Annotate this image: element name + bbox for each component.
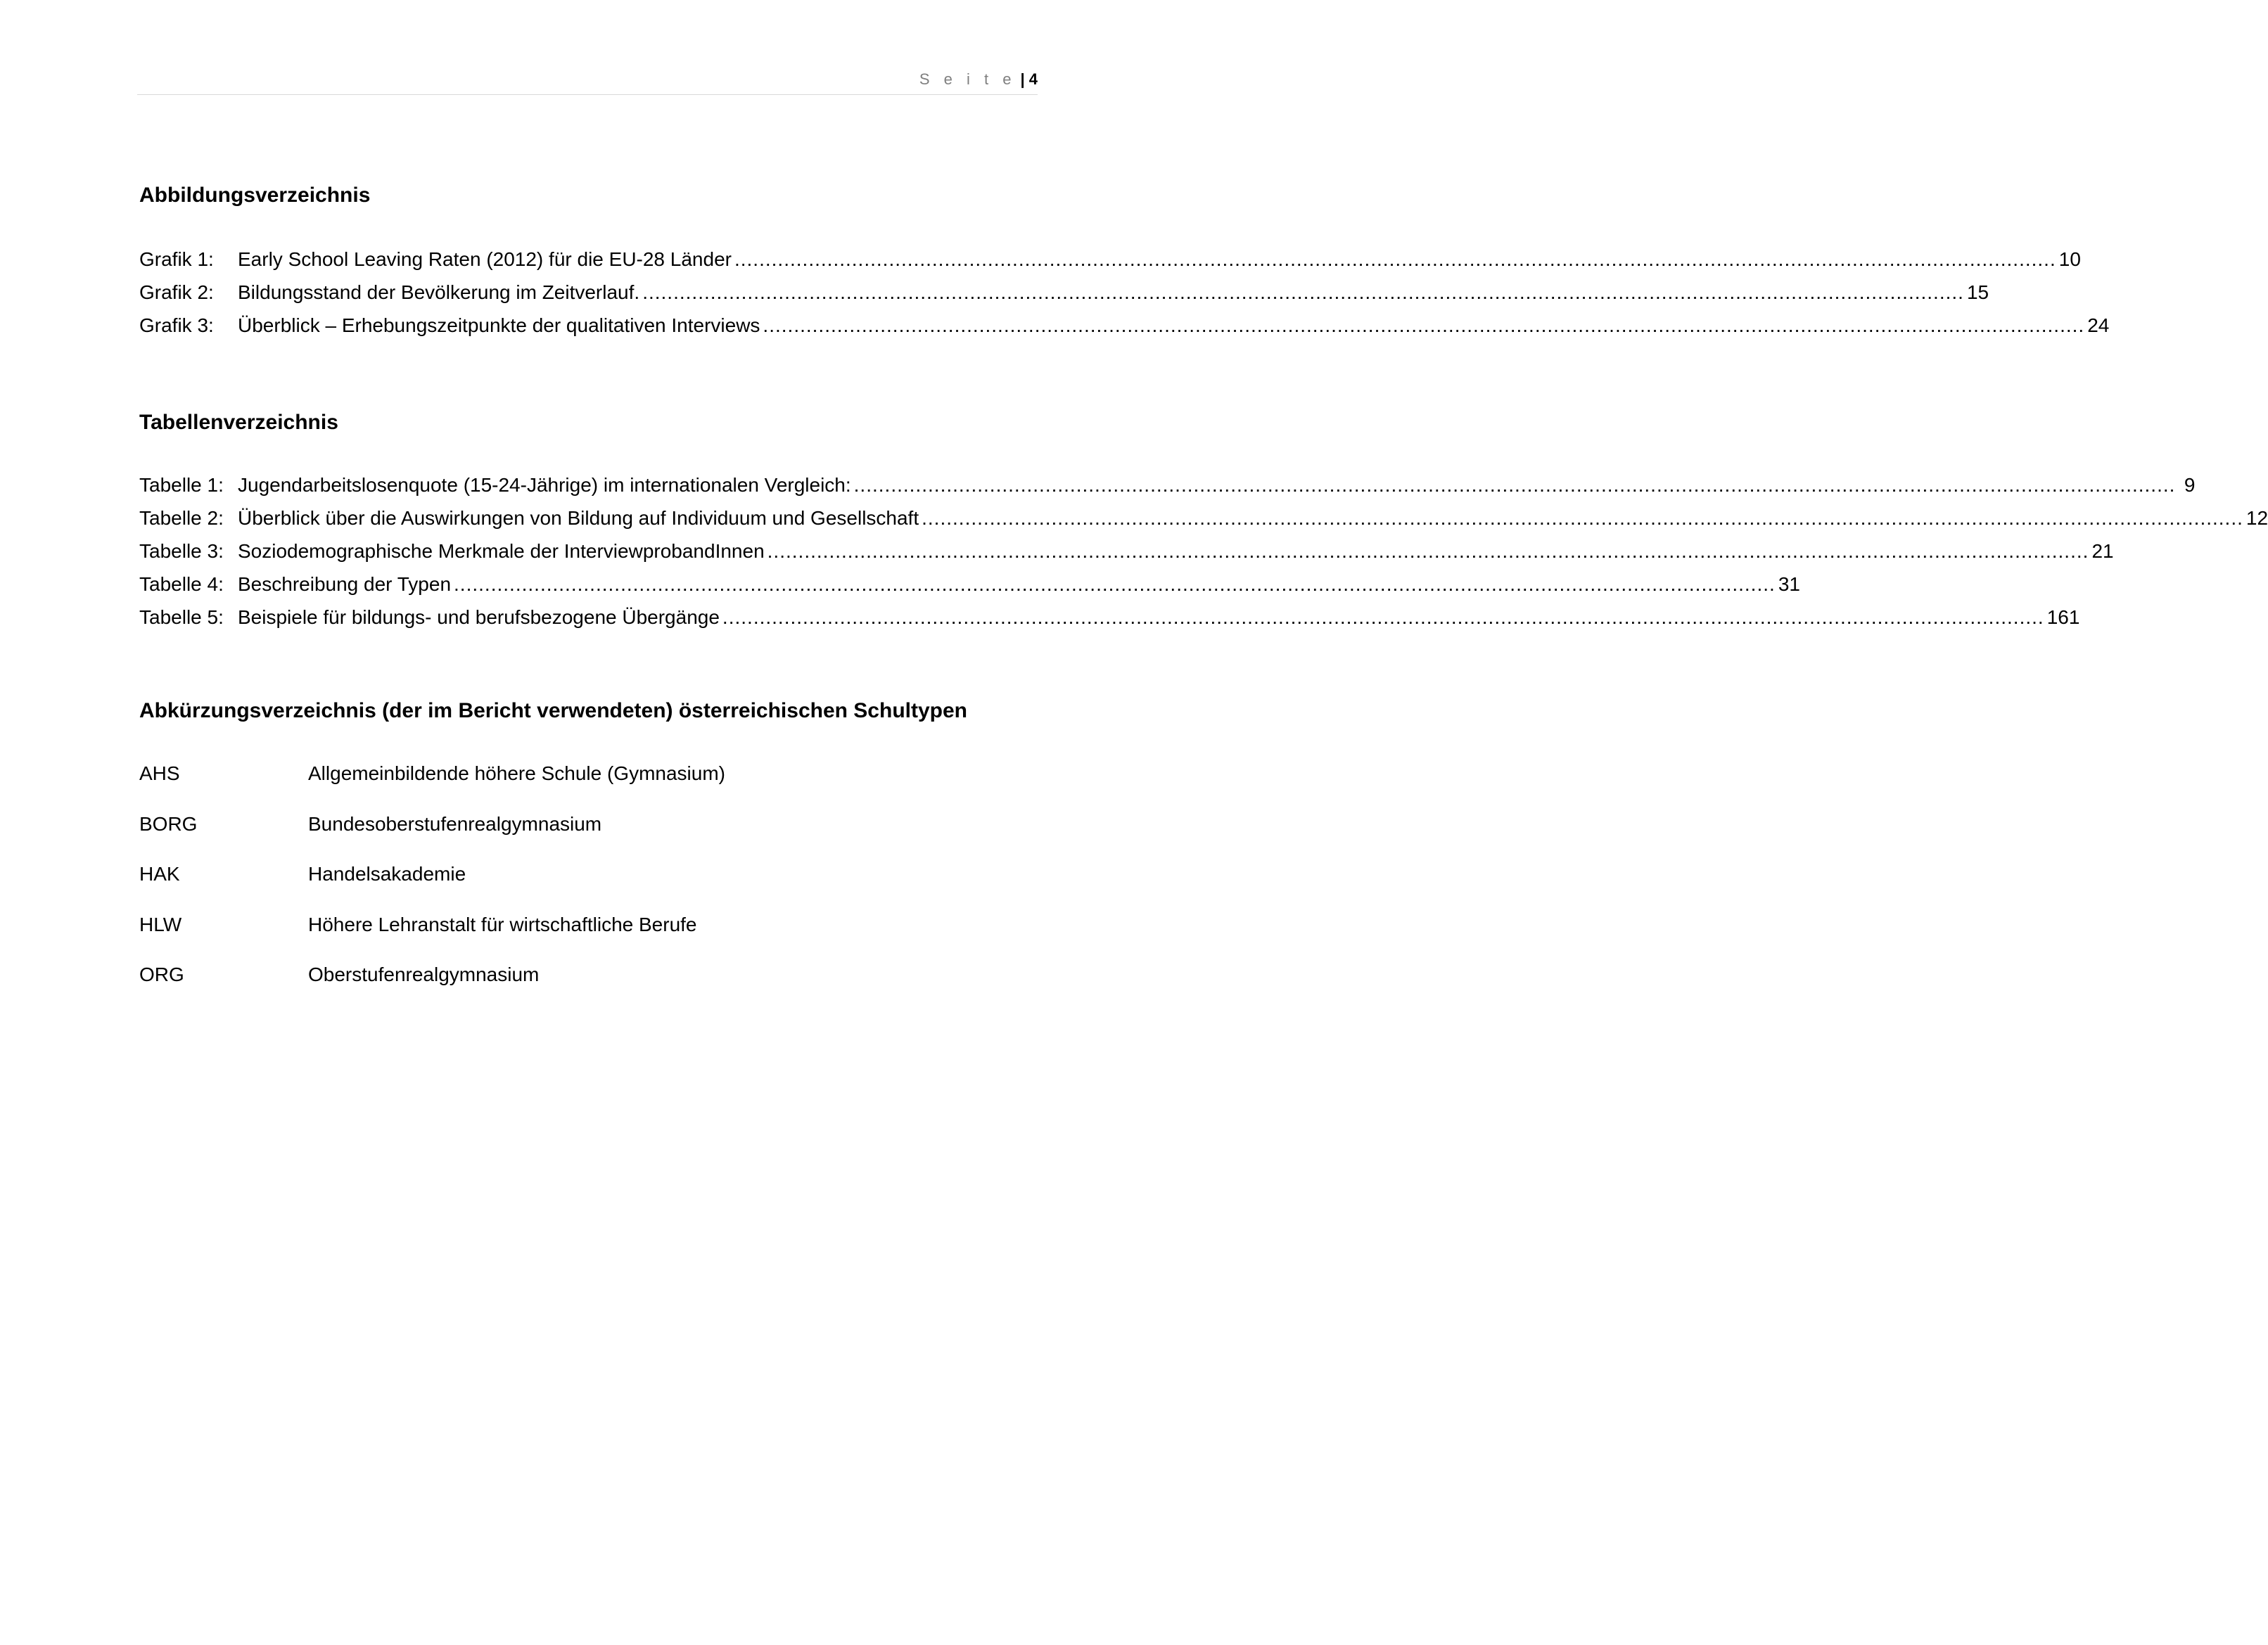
toc-entry-label: Tabelle 1: [139,474,224,496]
abbreviation-row [139,862,1033,913]
toc-entry-title: Überblick über die Auswirkungen von Bildung auf Individuum und Gesellschaft [238,507,919,529]
toc-dot-leader [854,473,2176,497]
toc-dot-leader [734,248,2056,271]
abbreviation-meaning: Oberstufenrealgymnasium [308,964,540,985]
toc-entry-page: 9 [2184,474,2196,496]
page-number: | 4 [1020,70,1038,88]
toc-entry-table-3[interactable] [139,539,2114,572]
toc-entry-figure-2[interactable] [139,281,1989,314]
toc-entry-figure-1[interactable] [139,248,2081,281]
toc-dot-leader [642,281,1964,305]
toc-entry-table-1[interactable] [139,473,2196,506]
toc-dot-leader [763,314,2084,338]
abbreviation-code: ORG [139,964,184,985]
toc-entry-title: Early School Leaving Raten (2012) für die EU-28 Länder [238,248,732,270]
toc-entry-title: Beispiele für bildungs- und berufsbezogene Übergänge [238,606,720,628]
toc-entry-table-4[interactable] [139,572,1800,606]
toc-entry-page: 12 [2245,507,2268,529]
toc-entry-page: 21 [2091,540,2114,562]
abbreviations-heading: Abkürzungsverzeichnis (der im Bericht verwendeten) österreichischen Schultypen [139,699,967,722]
toc-entry-label: Grafik 3: [139,314,214,336]
page-number-label [919,70,1038,89]
abbreviation-code: HLW [139,913,182,935]
toc-entry-label: Grafik 2: [139,281,214,303]
toc-entry-label: Tabelle 5: [139,606,224,628]
toc-entry-title: Überblick – Erhebungszeitpunkte der qualitativen Interviews [238,314,760,336]
toc-dot-leader [922,506,2243,530]
toc-entry-page: 24 [2087,314,2110,336]
abbreviation-code: AHS [139,762,180,784]
tables-heading: Tabellenverzeichnis [139,411,338,434]
toc-entry-page: 15 [1966,281,1989,303]
abbreviation-row [139,812,1033,863]
toc-entry-label: Tabelle 4: [139,573,224,595]
toc-entry-page: 10 [2058,248,2081,270]
toc-entry-label: Tabelle 2: [139,507,224,529]
toc-entry-table-5[interactable] [139,606,2080,639]
abbreviation-meaning: Bundesoberstufenrealgymnasium [308,812,602,835]
toc-dot-leader [454,572,1776,596]
abbreviation-code: BORG [139,812,198,835]
toc-entry-figure-3[interactable] [139,314,2110,347]
toc-entry-label: Grafik 1: [139,248,214,270]
figures-list [139,248,2110,347]
abbreviation-row [139,963,1033,1013]
abbreviation-meaning: Höhere Lehranstalt für wirtschaftliche Berufe [308,913,697,935]
abbreviation-row [139,762,1033,812]
toc-entry-title: Bildungsstand der Bevölkerung im Zeitverlauf. [238,281,640,303]
toc-dot-leader [767,539,2089,563]
page-word: S e i t e [919,70,1017,88]
figures-heading: Abbildungsverzeichnis [139,184,371,207]
toc-entry-page: 161 [2046,606,2080,628]
tables-list [139,473,2268,639]
toc-entry-label: Tabelle 3: [139,540,224,562]
abbreviations-list [139,762,1033,1013]
toc-entry-title: Jugendarbeitslosenquote (15-24-Jährige) im internationalen Vergleich: [238,474,851,496]
toc-entry-title: Soziodemographische Merkmale der InterviewprobandInnen [238,540,765,562]
abbreviation-row [139,913,1033,964]
page-header [137,69,1038,95]
abbreviation-code: HAK [139,863,180,885]
toc-dot-leader [722,606,2044,629]
toc-entry-page: 31 [1778,573,1800,595]
toc-entry-table-2[interactable] [139,506,2268,539]
toc-entry-title: Beschreibung der Typen [238,573,452,595]
abbreviation-meaning: Handelsakademie [308,863,466,885]
abbreviation-meaning: Allgemeinbildende höhere Schule (Gymnasium) [308,762,725,784]
